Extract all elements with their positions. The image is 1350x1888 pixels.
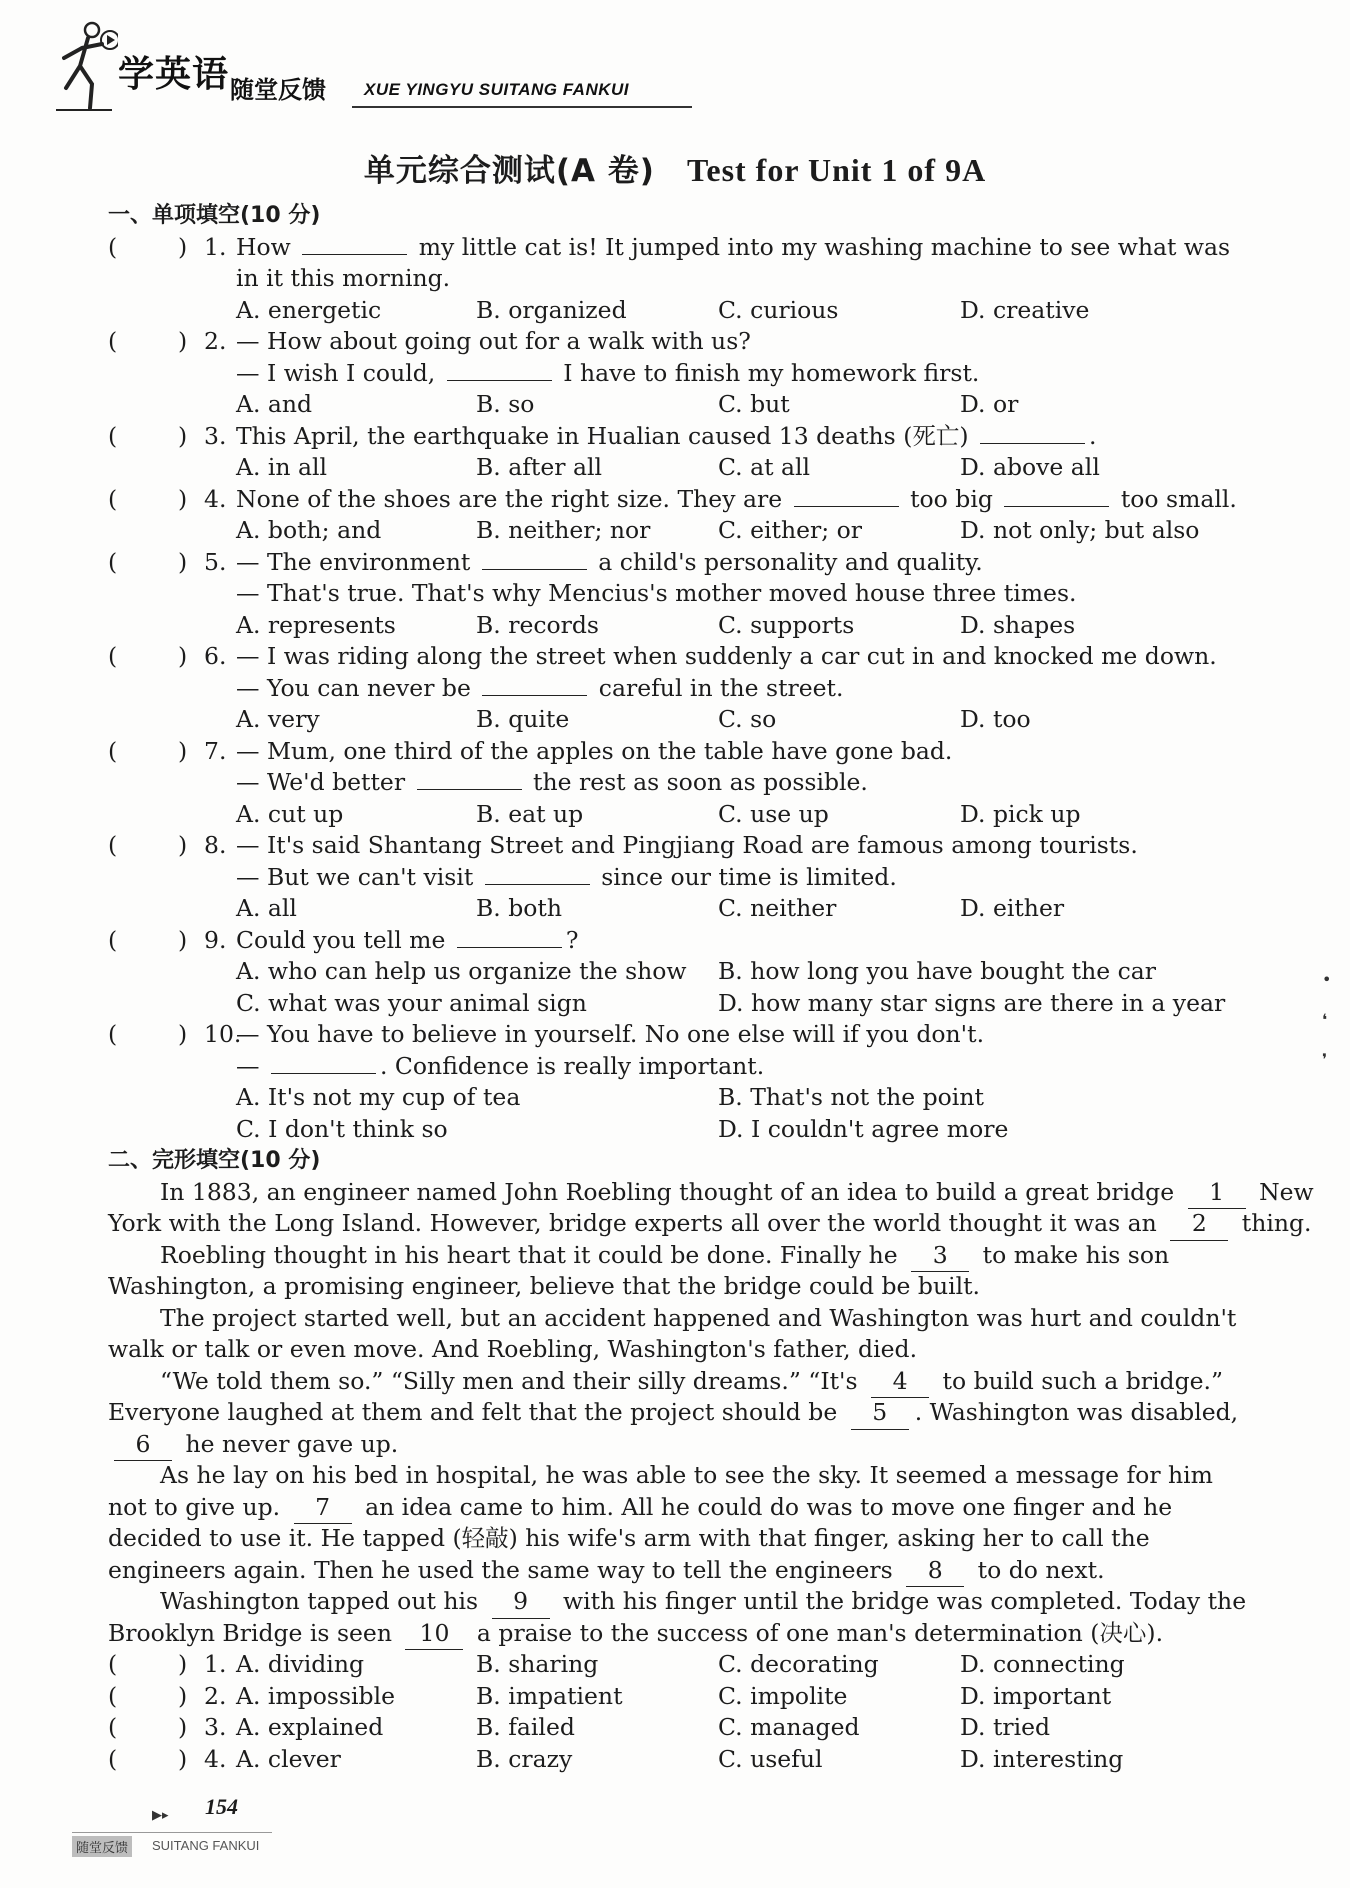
question-stem: This April, the earthquake in Hualian caused 13 deaths (死亡) . (236, 421, 1097, 450)
passage-line: engineers again. Then he used the same way to tell the engineers 8 to do next. (108, 1555, 1228, 1587)
cloze-blank[interactable]: 2 (1170, 1208, 1228, 1241)
passage-line: Roebling thought in his heart that it could be done. Finally he 3 to make his son (108, 1240, 1228, 1272)
question-number: 2. (204, 327, 227, 355)
answer-option[interactable]: B. failed (476, 1713, 575, 1741)
question-number: 3. (204, 1713, 227, 1741)
answer-blank[interactable] (980, 421, 1085, 444)
cloze-question (108, 1712, 1228, 1744)
answer-bracket-close: ) (178, 736, 188, 765)
answer-option[interactable]: C. use up (718, 799, 829, 828)
passage-line: decided to use it. He tapped (轻敲) his wife's arm with that finger, asking her to call the (108, 1524, 1150, 1552)
answer-bracket-open: ( (108, 1650, 118, 1678)
answer-blank[interactable] (417, 767, 522, 790)
passage-line: York with the Long Island. However, bridge experts all over the world thought it was an 2 thing. (108, 1208, 1228, 1240)
cloze-blank[interactable]: 6 (114, 1429, 172, 1462)
options-line (108, 452, 1228, 484)
passage-line: 6 he never gave up. (108, 1429, 1228, 1461)
answer-option[interactable]: A. represents (236, 610, 396, 639)
question-number: 6. (204, 642, 227, 670)
answer-option[interactable]: B. so (476, 390, 535, 418)
answer-option[interactable]: B. That's not the point (718, 1083, 984, 1111)
question-number: 3. (204, 421, 227, 450)
answer-bracket-close: ) (178, 547, 188, 576)
question-line (108, 547, 1228, 579)
answer-blank[interactable] (482, 673, 587, 696)
answer-option[interactable]: D. or (960, 390, 1019, 418)
question-stem: — But we can't visit since our time is limited. (236, 862, 897, 891)
question-number: 4. (204, 484, 227, 513)
answer-bracket-close: ) (178, 1681, 188, 1710)
question-line (108, 862, 1228, 894)
options-line (108, 515, 1228, 547)
footer-divider (72, 1832, 272, 1833)
footer-tag-pinyin: SUITANG FANKUI (152, 1838, 260, 1853)
answer-option[interactable]: C. I don't think so (236, 1114, 448, 1143)
answer-option[interactable]: B. records (476, 610, 599, 639)
answer-option[interactable]: C. supports (718, 610, 855, 639)
answer-option[interactable]: A. all (236, 894, 297, 922)
test-content (108, 200, 1314, 1775)
cloze-blank[interactable]: 9 (492, 1586, 550, 1619)
question-number: 8. (204, 831, 227, 859)
answer-bracket-close: ) (178, 1744, 188, 1773)
answer-bracket-close: ) (178, 232, 188, 261)
answer-blank[interactable] (457, 925, 562, 948)
options-line (108, 704, 1228, 736)
cloze-blank[interactable]: 8 (906, 1555, 964, 1588)
answer-option[interactable]: A. both; and (236, 516, 382, 544)
question-stem: — You can never be careful in the street. (236, 673, 844, 702)
question-line (108, 421, 1228, 453)
answer-option[interactable]: C. either; or (718, 516, 862, 544)
answer-blank[interactable] (485, 862, 590, 885)
answer-option[interactable]: A. energetic (236, 295, 382, 324)
answer-bracket-close: ) (178, 831, 188, 859)
answer-option[interactable]: D. shapes (960, 610, 1076, 639)
options-line (108, 610, 1228, 642)
question-stem: Could you tell me ? (236, 925, 579, 954)
answer-bracket-open: ( (108, 484, 118, 513)
question-stem: — We'd better the rest as soon as possible. (236, 768, 868, 796)
options-line (108, 295, 1228, 327)
answer-blank[interactable] (1004, 484, 1109, 507)
answer-option[interactable]: A. It's not my cup of tea (236, 1083, 521, 1111)
question-stem: — How about going out for a walk with us? (236, 327, 751, 355)
question-stem: None of the shoes are the right size. They are too big too small. (236, 484, 1237, 513)
answer-option[interactable]: D. pick up (960, 799, 1081, 828)
answer-option[interactable]: B. eat up (476, 799, 584, 828)
answer-bracket-open: ( (108, 327, 118, 355)
answer-bracket-open: ( (108, 232, 118, 261)
question-number: 10. (204, 1020, 242, 1048)
answer-option[interactable]: A. dividing (236, 1650, 364, 1678)
header-underline (352, 106, 692, 108)
cloze-blank[interactable]: 1 (1188, 1177, 1246, 1210)
question-line (108, 326, 1228, 358)
answer-bracket-close: ) (178, 1713, 188, 1741)
question-number: 5. (204, 547, 227, 576)
question-line (108, 578, 1228, 610)
cloze-blank[interactable]: 4 (871, 1366, 929, 1399)
question-stem: — That's true. That's why Mencius's mother moved house three times. (236, 579, 1077, 607)
question-number: 9. (204, 925, 227, 954)
passage-line: walk or talk or even move. And Roebling, Washington's father, died. (108, 1335, 918, 1363)
answer-bracket-close: ) (178, 642, 188, 670)
question-line (108, 484, 1237, 516)
cloze-question (108, 1681, 1228, 1713)
brand-title: 学英语 (118, 54, 230, 95)
title-en: Test for Unit 1 of 9A (686, 152, 987, 188)
question-line (108, 925, 1228, 957)
answer-bracket-open: ( (108, 547, 118, 576)
answer-option[interactable]: B. both (476, 894, 562, 922)
question-stem: How my little cat is! It jumped into my washing machine to see what was (236, 232, 1231, 261)
runner-logo-icon (52, 18, 118, 118)
cloze-question (108, 1649, 1228, 1681)
answer-option[interactable]: A. in all (236, 453, 328, 481)
cloze-blank[interactable]: 5 (851, 1397, 909, 1430)
answer-bracket-open: ( (108, 1744, 118, 1773)
answer-blank[interactable] (447, 358, 552, 381)
answer-option[interactable]: C. useful (718, 1744, 823, 1773)
question-line (108, 641, 1228, 673)
answer-bracket-open: ( (108, 642, 118, 670)
answer-bracket-close: ) (178, 484, 188, 513)
question-number: 7. (204, 736, 227, 765)
answer-option[interactable]: A. very (236, 705, 320, 733)
answer-option[interactable]: A. cut up (236, 799, 344, 828)
passage-line: Washington tapped out his 9 with his finger until the bridge was completed. Today the (108, 1586, 1228, 1618)
answer-option[interactable]: A. explained (236, 1713, 384, 1741)
answer-bracket-close: ) (178, 1650, 188, 1678)
cloze-blank[interactable]: 10 (405, 1618, 463, 1651)
answer-bracket-close: ) (178, 421, 188, 450)
answer-option[interactable]: D. above all (960, 453, 1100, 481)
answer-option[interactable]: D. not only; but also (960, 516, 1200, 544)
options-line (108, 1114, 1228, 1146)
passage-line: The project started well, but an accident happened and Washington was hurt and couldn't (160, 1303, 1237, 1332)
answer-bracket-close: ) (178, 327, 188, 355)
section-heading-single-choice: 一、单项填空(10 分) (108, 203, 321, 228)
answer-option[interactable]: D. how many star signs are there in a year (718, 988, 1226, 1017)
answer-option[interactable]: D. tried (960, 1713, 1051, 1741)
question-line (108, 673, 1228, 705)
question-stem: — It's said Shantang Street and Pingjiang Road are famous among tourists. (236, 831, 1138, 859)
passage-line: As he lay on his bed in hospital, he was able to see the sky. It seemed a message for him (160, 1461, 1213, 1489)
answer-bracket-close: ) (178, 1020, 188, 1048)
question-line (108, 358, 1228, 390)
footer-tag: 随堂反馈 (72, 1836, 132, 1857)
answer-option[interactable]: B. how long you have bought the car (718, 957, 1156, 985)
passage-line: “We told them so.” “Silly men and their silly dreams.” “It's 4 to build such a bridge.” (108, 1366, 1228, 1398)
options-line (108, 389, 1228, 421)
answer-option[interactable]: B. after all (476, 453, 603, 481)
answer-bracket-open: ( (108, 421, 118, 450)
answer-bracket-open: ( (108, 736, 118, 765)
answer-bracket-open: ( (108, 1681, 118, 1710)
answer-bracket-open: ( (108, 1713, 118, 1741)
answer-option[interactable]: B. neither; nor (476, 516, 651, 544)
options-line (108, 893, 1228, 925)
answer-option[interactable]: C. but (718, 390, 790, 418)
question-line (108, 736, 1228, 768)
answer-bracket-open: ( (108, 925, 118, 954)
question-stem: — You have to believe in yourself. No one else will if you don't. (236, 1020, 985, 1048)
cloze-question (108, 1744, 1228, 1776)
page-header (52, 18, 662, 118)
question-line (108, 767, 1228, 799)
answer-option[interactable]: B. sharing (476, 1650, 599, 1678)
answer-option[interactable]: A. and (236, 390, 313, 418)
answer-option[interactable]: D. interesting (960, 1744, 1124, 1773)
page-title (0, 145, 1350, 190)
answer-bracket-open: ( (108, 1020, 118, 1048)
answer-option[interactable]: A. who can help us organize the show (236, 957, 687, 985)
cloze-blank[interactable]: 3 (911, 1240, 969, 1273)
answer-option[interactable]: A. clever (236, 1744, 341, 1773)
answer-option[interactable]: D. important (960, 1681, 1112, 1710)
passage-line: Brooklyn Bridge is seen 10 a praise to the success of one man's determination (决心). (108, 1618, 1228, 1650)
options-line (108, 956, 1228, 988)
answer-option[interactable]: D. either (960, 894, 1065, 922)
answer-option[interactable]: C. decorating (718, 1650, 879, 1678)
answer-option[interactable]: A. impossible (236, 1681, 396, 1710)
answer-blank[interactable] (794, 484, 899, 507)
answer-option[interactable]: B. impatient (476, 1681, 623, 1710)
brand-subtitle: 随堂反馈 (230, 76, 326, 104)
answer-option[interactable]: C. neither (718, 894, 837, 922)
answer-blank[interactable] (271, 1051, 376, 1074)
question-line (108, 830, 1228, 862)
answer-option[interactable]: B. crazy (476, 1744, 573, 1773)
question-stem: — . Confidence is really important. (236, 1051, 765, 1080)
passage-line: not to give up. 7 an idea came to him. All he could do was to move one finger and he (108, 1492, 1228, 1524)
section-heading-cloze: 二、完形填空(10 分) (108, 1148, 321, 1173)
question-number: 1. (204, 232, 227, 261)
passage-line: In 1883, an engineer named John Roebling thought of an idea to build a great bridge 1 New (108, 1177, 1228, 1209)
options-line (108, 988, 1228, 1020)
answer-blank[interactable] (302, 232, 407, 255)
question-stem: — The environment a child's personality and quality. (236, 547, 983, 576)
options-line (108, 1082, 1228, 1114)
question-line (108, 1051, 1228, 1083)
answer-option[interactable]: C. what was your animal sign (236, 988, 587, 1017)
question-stem: — I was riding along the street when suddenly a car cut in and knocked me down. (236, 642, 1217, 670)
question-line (108, 263, 1228, 295)
question-number: 2. (204, 1681, 227, 1710)
question-line (108, 232, 1231, 264)
passage-line: Everyone laughed at them and felt that the project should be 5 . Washington was disabled, (108, 1397, 1228, 1429)
title-cn: 单元综合测试(A 卷) (363, 153, 655, 189)
answer-blank[interactable] (482, 547, 587, 570)
answer-option[interactable]: C. curious (718, 295, 839, 324)
answer-option[interactable]: B. quite (476, 705, 570, 733)
answer-bracket-open: ( (108, 831, 118, 859)
question-stem: — I wish I could, I have to finish my homework first. (236, 358, 980, 387)
answer-bracket-close: ) (178, 925, 188, 954)
answer-option[interactable]: C. managed (718, 1713, 860, 1741)
answer-option[interactable]: D. I couldn't agree more (718, 1114, 1009, 1143)
footer-arrow-icon: ▶▸ (152, 1808, 169, 1823)
question-stem: — Mum, one third of the apples on the table have gone bad. (236, 736, 953, 765)
brand-pinyin: XUE YINGYU SUITANG FANKUI (364, 80, 630, 99)
cloze-blank[interactable]: 7 (294, 1492, 352, 1525)
margin-marks: • ❛ ❜ (1322, 970, 1332, 1069)
answer-option[interactable]: C. impolite (718, 1681, 848, 1710)
answer-option[interactable]: D. too (960, 705, 1031, 733)
answer-option[interactable]: D. connecting (960, 1650, 1125, 1678)
passage-line: Washington, a promising engineer, believe that the bridge could be built. (108, 1272, 981, 1300)
options-line (108, 799, 1228, 831)
question-line (108, 1019, 1228, 1051)
page-number: 154 (205, 1794, 238, 1819)
answer-option[interactable]: C. so (718, 705, 777, 733)
question-number: 4. (204, 1744, 227, 1773)
answer-option[interactable]: B. organized (476, 295, 627, 324)
question-stem: in it this morning. (236, 264, 451, 292)
answer-option[interactable]: C. at all (718, 453, 811, 481)
question-number: 1. (204, 1650, 227, 1678)
answer-option[interactable]: D. creative (960, 295, 1090, 324)
